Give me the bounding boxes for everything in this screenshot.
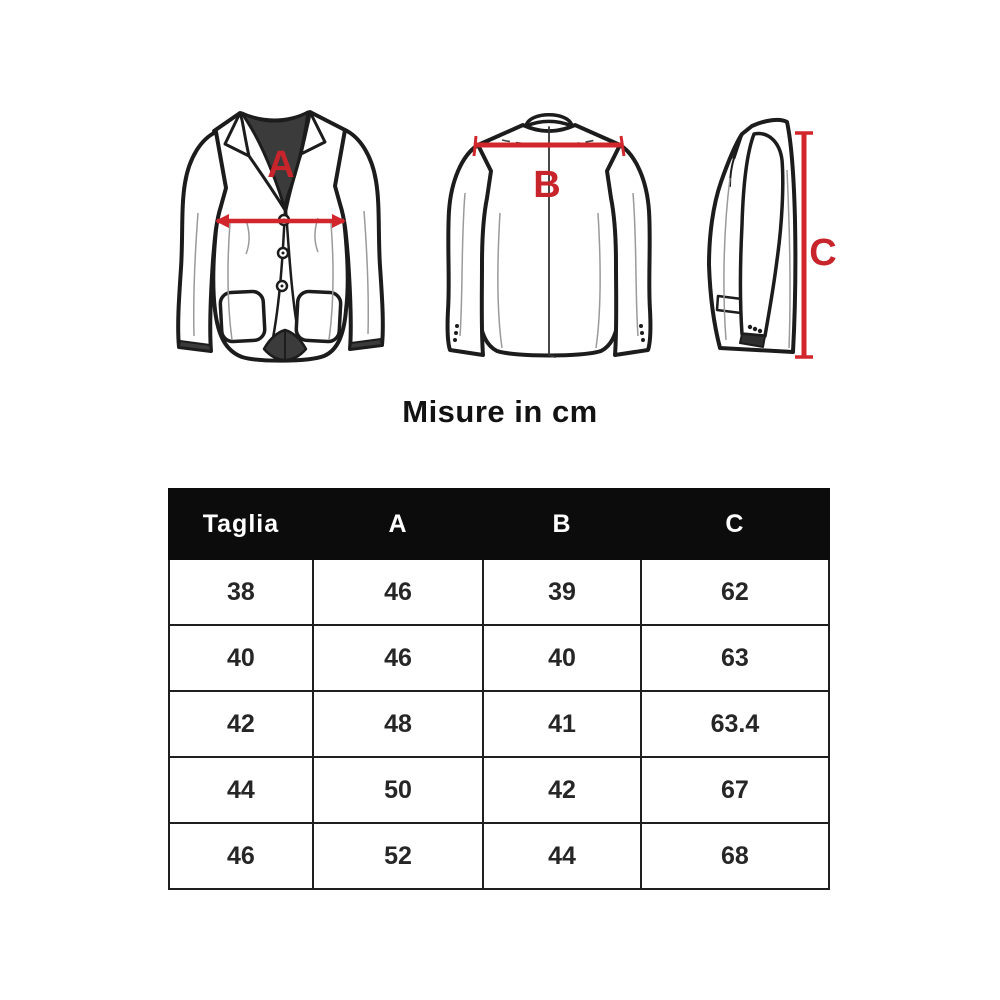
- measure-label-c: C: [809, 232, 837, 274]
- cell-c: 63.4: [641, 691, 829, 757]
- table-row: [169, 757, 829, 823]
- header-b: B: [483, 489, 641, 559]
- header-a: A: [313, 489, 483, 559]
- cell-a: 46: [313, 559, 483, 625]
- table-row: [169, 691, 829, 757]
- header-taglia: Taglia: [169, 489, 313, 559]
- cell-b: 44: [483, 823, 641, 889]
- cell-c: 68: [641, 823, 829, 889]
- measure-label-a: A: [267, 144, 295, 186]
- size-table: [168, 488, 830, 890]
- cell-a: 50: [313, 757, 483, 823]
- header-c: C: [641, 489, 829, 559]
- cell-b: 40: [483, 625, 641, 691]
- cell-c: 62: [641, 559, 829, 625]
- front-left-pocket: [220, 291, 266, 342]
- front-right-pocket: [296, 291, 342, 342]
- cell-size: 42: [169, 691, 313, 757]
- size-table-header-row: [169, 489, 829, 559]
- cell-size: 44: [169, 757, 313, 823]
- cell-a: 52: [313, 823, 483, 889]
- table-row: [169, 559, 829, 625]
- cell-size: 46: [169, 823, 313, 889]
- table-row: [169, 625, 829, 691]
- cell-b: 42: [483, 757, 641, 823]
- back-collar: [526, 115, 572, 126]
- jacket-front-view-illustration: [158, 98, 403, 370]
- cell-size: 40: [169, 625, 313, 691]
- cell-b: 39: [483, 559, 641, 625]
- cell-a: 46: [313, 625, 483, 691]
- jacket-back-view-illustration: [438, 98, 683, 370]
- cell-c: 63: [641, 625, 829, 691]
- cell-c: 67: [641, 757, 829, 823]
- cell-b: 41: [483, 691, 641, 757]
- page-title: Misure in cm: [402, 394, 598, 429]
- measure-label-b: B: [533, 164, 561, 206]
- table-row: [169, 823, 829, 889]
- jacket-side-view-illustration: [690, 100, 870, 370]
- cell-size: 38: [169, 559, 313, 625]
- cell-a: 48: [313, 691, 483, 757]
